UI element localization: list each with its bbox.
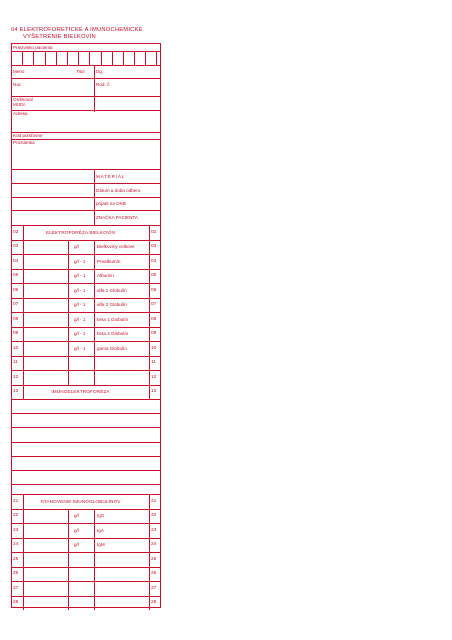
dg-label: Dg. [96, 69, 104, 74]
electrophoresis-row-name: Albumín [97, 273, 114, 278]
form-title-line2: VYŠETRENIE BIELKOVÍN [23, 34, 96, 40]
immunoglobulin-row-num: 25 [13, 556, 19, 562]
electrophoresis-row[interactable] [12, 269, 160, 284]
immunoglobulin-row[interactable] [12, 567, 160, 582]
surname-cells[interactable] [12, 51, 157, 65]
insurer-label: Kód poisťovne [13, 133, 43, 138]
electrophoresis-row-unit: g/l - 1 [74, 287, 86, 293]
electrophoresis-row-unit: g/l - 1 [74, 258, 86, 264]
electrophoresis-row-num: 11 [13, 360, 18, 365]
electrophoresis-row[interactable] [12, 240, 160, 255]
immunoglobulin-row-name: IgM [97, 542, 105, 547]
request-form [11, 43, 161, 608]
electrophoresis-row-num-right: 12 [151, 374, 157, 380]
immunoglobulin-row-unit: g/l [74, 542, 79, 547]
birth-label: Nar. [13, 82, 22, 87]
immunoglobulin-row[interactable] [12, 581, 160, 596]
immunoglobulin-row-name: IgG [97, 513, 105, 518]
immunoglobulin-row-num-right: 27 [151, 585, 157, 591]
electrophoresis-row-num-right: 11 [151, 360, 156, 365]
rodc-label: Rod. č. [96, 82, 111, 87]
immunoglobulin-row-num: 22 [13, 513, 19, 518]
electrophoresis-row[interactable] [12, 254, 160, 269]
electrophoresis-row-name: alfa 2 Globulín [97, 302, 127, 307]
immunoglobulin-row-num-right: 23 [151, 527, 157, 533]
immunoglobulin-row-num: 24 [13, 542, 19, 547]
immunoglobulin-row-num: 23 [13, 527, 19, 533]
electrophoresis-row[interactable] [12, 327, 160, 342]
electrophoresis-row[interactable] [12, 341, 160, 356]
electrophoresis-row-name: gama Globulín [97, 345, 127, 351]
immunoglobulin-row[interactable] [12, 523, 160, 538]
immuno-heading: IMUNOELEKTROFORÉZA [51, 389, 110, 394]
immunoglobulin-heading: STANOVENIE IMUNOGLOBULÍNOV [40, 498, 121, 504]
electrophoresis-row[interactable] [12, 312, 160, 327]
immunoglobulin-row-num-right: 25 [151, 556, 157, 562]
electrophoresis-row-num: 06 [13, 287, 19, 293]
immunoglobulin-row[interactable] [12, 509, 160, 524]
electrophoresis-row-num: 09 [13, 331, 19, 336]
immunoglobulin-row[interactable] [12, 596, 160, 611]
electrophoresis-row-num: 08 [13, 316, 19, 322]
electrophoresis-row-unit: g/l - 1 [74, 302, 86, 307]
immunoglobulin-row-num-right: 24 [151, 542, 157, 547]
immunoglobulin-row-num: 26 [13, 571, 19, 576]
electrophoresis-row-unit: g/l - 1 [74, 316, 86, 322]
electrophoresis-row-name: beta 1 Globulín [97, 316, 129, 322]
immunoglobulin-row-num-right: 28 [151, 600, 157, 605]
electrophoresis-row-num: 10 [13, 345, 19, 351]
electrophoresis-heading-num-right: 02 [151, 229, 157, 235]
electrophoresis-row-num-right: 05 [151, 273, 157, 278]
received-label: prijaté na OKB [96, 201, 126, 206]
electrophoresis-row-num: 03 [13, 244, 19, 249]
immunoglobulin-row-unit: g/l [74, 527, 79, 533]
electrophoresis-row-unit: g/l - 1 [74, 273, 86, 278]
electrophoresis-heading: ELEKTROFORÉZA BIELKOVÍN [46, 229, 115, 235]
electrophoresis-row-num-right: 06 [151, 287, 157, 293]
mark-label: ZNAČKA PACIENTA [96, 215, 138, 220]
title-label: Titul [76, 69, 85, 74]
name-label: Meno [13, 69, 25, 74]
electrophoresis-row-name: alfa 1 Globulín [97, 287, 127, 293]
electrophoresis-row-num-right: 07 [151, 302, 157, 307]
electrophoresis-row-num-right: 04 [151, 258, 157, 264]
electrophoresis-row[interactable] [12, 283, 160, 298]
electrophoresis-row-num-right: 10 [151, 345, 157, 351]
immuno-heading-num-right: 13 [151, 389, 157, 394]
electrophoresis-row-num-right: 09 [151, 331, 157, 336]
immunoglobulin-row-num-right: 22 [151, 513, 157, 518]
immunoglobulin-row-name: IgA [97, 527, 104, 533]
immunoglobulin-row-num: 27 [13, 585, 19, 591]
doctor-label: Ordinoval MUDr. [13, 97, 33, 107]
electrophoresis-row-name: Prealbumín [97, 258, 121, 264]
material-label: MATERIÁL [96, 174, 126, 179]
electrophoresis-row-name: Bielkoviny celkove [97, 244, 135, 249]
electrophoresis-row[interactable] [12, 356, 160, 371]
electrophoresis-row-unit: g/l - 1 [74, 331, 86, 336]
electrophoresis-row[interactable] [12, 298, 160, 313]
electrophoresis-row-num: 04 [13, 258, 19, 264]
electrophoresis-row-num: 12 [13, 374, 19, 380]
electrophoresis-row-num-right: 03 [151, 244, 157, 249]
form-title [11, 27, 143, 41]
address-label: Adresa [13, 111, 28, 116]
immunoglobulin-row-num-right: 26 [151, 571, 157, 576]
electrophoresis-row-unit: g/l - 1 [74, 345, 86, 351]
surname-label: Priezvisko pacienta [13, 45, 53, 50]
electrophoresis-row-num: 07 [13, 302, 19, 307]
electrophoresis-row-unit: g/l [74, 244, 79, 249]
electrophoresis-row-num: 05 [13, 273, 19, 278]
electrophoresis-heading-num: 02 [13, 229, 19, 235]
immuno-heading-num: 13 [13, 389, 19, 394]
immunoglobulin-row[interactable] [12, 552, 160, 567]
electrophoresis-row-num-right: 08 [151, 316, 157, 322]
immunoglobulin-row-unit: g/l [74, 513, 79, 518]
immunoglobulin-heading-num-right: 21 [151, 498, 157, 504]
immunoglobulin-row-num: 28 [13, 600, 19, 605]
immunoglobulin-row[interactable] [12, 538, 160, 553]
datetime-label: Dátum a doba odberu [96, 188, 141, 193]
form-title-line1: 04 ELEKTROFORETICKÉ A IMUNOCHEMICKÉ [11, 27, 143, 33]
immunoglobulin-heading-num: 21 [13, 498, 19, 504]
note-label: Poznámka [13, 140, 35, 145]
electrophoresis-row[interactable] [12, 370, 160, 385]
electrophoresis-row-name: beta 2 Globulín [97, 331, 129, 336]
